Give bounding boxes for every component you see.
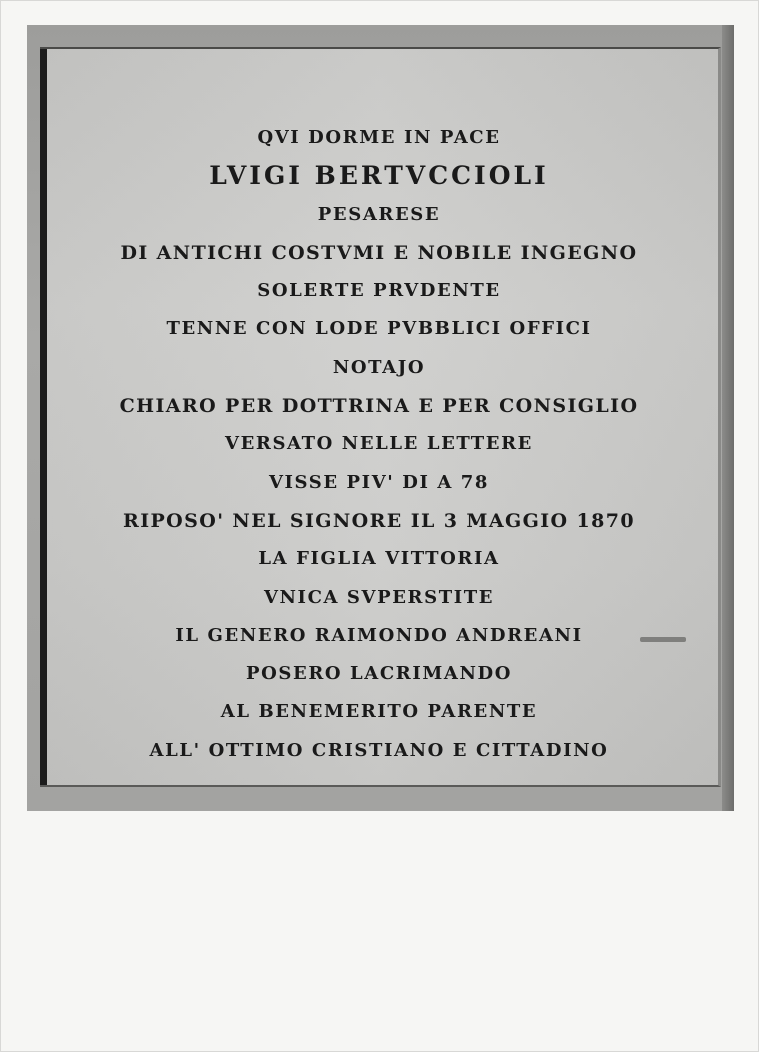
inscription-line: SOLERTE PRVDENTE [257, 280, 501, 302]
wall-shadow [722, 25, 734, 811]
inscription-line: RIPOSO' NEL SIGNORE IL 3 MAGGIO 1870 [123, 509, 635, 532]
inscription-line: ALL' OTTIMO CRISTIANO E CITTADINO [149, 739, 609, 761]
inscription [40, 119, 718, 770]
inscription-line: NOTAJO [332, 356, 426, 378]
inscription-line: VERSATO NELLE LETTERE [225, 433, 533, 455]
inscription-line: QVI DORME IN PACE [257, 127, 501, 148]
inscription-line: PESARESE [317, 203, 441, 225]
inscription-line: TENNE CON LODE PVBBLICI OFFICI [166, 318, 592, 340]
inscription-name: LVIGI BERTVCCIOLI [209, 161, 549, 191]
inscription-line: LA FIGLIA VITTORIA [258, 548, 500, 570]
inscription-line: DI ANTICHI COSTVMI E NOBILE INGEGNO [120, 241, 638, 264]
inscription-line: AL BENEMERITO PARENTE [220, 701, 538, 723]
photograph [27, 25, 733, 811]
inscription-line: CHIARO PER DOTTRINA E PER CONSIGLIO [119, 395, 639, 418]
inscription-line: VISSE PIV' DI A 78 [268, 471, 490, 493]
inscription-line: POSERO LACRIMANDO [246, 663, 512, 685]
inscription-line: VNICA SVPERSTITE [263, 586, 495, 608]
inscription-line: IL GENERO RAIMONDO ANDREANI [175, 624, 583, 646]
memorial-plaque [40, 47, 721, 787]
